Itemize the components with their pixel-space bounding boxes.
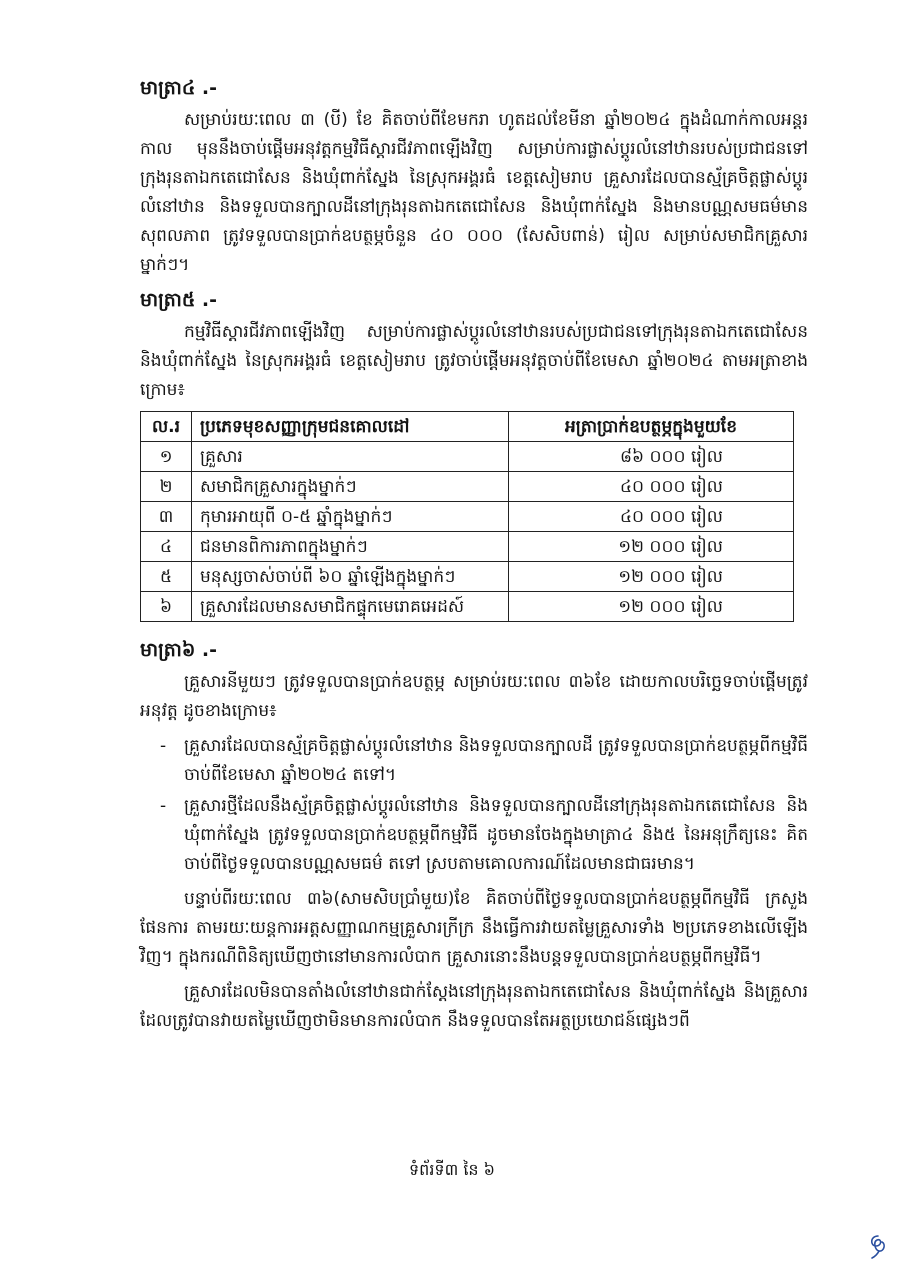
list-item-text: គ្រួសារថ្មីដែលនឹងស្ម័គ្រចិត្តផ្លាស់ប្តូរលំនៅឋាន និងទទួលបានក្បាលដីនៅក្រុងរុនតាឯកតេជោសែន និងឃុំពាក់ស្នែង ត្រូវទទួលបានប្រាក់ឧបត្ថម្ភពីកម្មវិធី ដូចមានចែងក្នុងមាត្រា៤ និង៥ នៃអនុក្រឹត្យនេះ គិតចាប់ពីថ្ងៃទទួលបានបណ្ណសមធម៌ តទៅ ស្របតាមគោលការណ៍ដែលមានជាធរមាន។ <box>184 796 808 874</box>
table-row <box>141 562 794 592</box>
row-monthly-rate: ៨៦ ០០០ រៀល <box>509 442 794 472</box>
table-row <box>141 592 794 622</box>
article-4-body: សម្រាប់រយៈពេល ៣ (បី) ខែ គិតចាប់ពីខែមករា ហូតដល់ខែមីនា ឆ្នាំ២០២៤ ក្នុងដំណាក់កាលអន្តរកាល មុននឹងចាប់ផ្តើមអនុវត្តកម្មវិធីស្តារជីវភាពឡើងវិញ សម្រាប់ការផ្លាស់ប្តូរលំនៅឋានរបស់ប្រជាជនទៅក្រុងរុនតាឯកតេជោសែន និងឃុំពាក់ស្នែង នៃស្រុកអង្គរធំ ខេត្តសៀមរាប គ្រួសារដែលបានស្ម័គ្រចិត្តផ្លាស់ប្តូរលំនៅឋាន និងទទួលបានក្បាលដីនៅក្រុងរុនតាឯកតេជោសែន និងឃុំពាក់ស្នែង និងមានបណ្ណសមធម៌មានសុពលភាព ត្រូវទទួលបានប្រាក់ឧបត្ថម្ភចំនួន ៤០ ០០០ (សែសិបពាន់) រៀល សម្រាប់សមាជិកគ្រួសារម្នាក់ៗ។ <box>140 110 808 275</box>
handwritten-initial-icon <box>866 1232 890 1260</box>
table-row <box>141 502 794 532</box>
row-target-group: សមាជិកគ្រួសារក្នុងម្នាក់ៗ <box>192 472 509 502</box>
row-monthly-rate: ១២ ០០០ រៀល <box>509 532 794 562</box>
column-header-monthly-rate: អត្រាប្រាក់ឧបត្ថម្ភក្នុងមួយខែ <box>509 412 794 442</box>
row-monthly-rate: ៤០ ០០០ រៀល <box>509 502 794 532</box>
allowance-rate-table <box>140 411 794 622</box>
row-monthly-rate: ១២ ០០០ រៀល <box>509 562 794 592</box>
article-5-body: កម្មវិធីស្តារជីវភាពឡើងវិញ សម្រាប់ការផ្លាស់ប្តូរលំនៅឋានរបស់ប្រជាជនទៅក្រុងរុនតាឯកតេជោសែន និងឃុំពាក់ស្នែង នៃស្រុកអង្គរធំ ខេត្តសៀមរាប ត្រូវចាប់ផ្តើមអនុវត្តចាប់ពីខែមេសា ឆ្នាំ២០២៤ តាមអត្រាខាងក្រោម៖ <box>140 322 808 400</box>
page-number-footer: ទំព័រទី៣ នៃ ៦ <box>409 1160 495 1179</box>
row-number: ១ <box>141 442 192 472</box>
row-target-group: គ្រួសារ <box>192 442 509 472</box>
article-6-paragraph-3: គ្រួសារដែលមិនបានតាំងលំនៅឋានជាក់ស្តែងនៅក្រុងរុនតាឯកតេជោសែន និងឃុំពាក់ស្នែង និងគ្រួសារដែលត្រូវបានវាយតម្លៃឃើញថាមិនមានការលំបាក នឹងទទួលបានតែអត្ថប្រយោជន៍ផ្សេងៗពី <box>140 982 808 1031</box>
list-item-text: គ្រួសារដែលបានស្ម័គ្រចិត្តផ្លាស់ប្តូរលំនៅឋាន និងទទួលបានក្បាលដី ត្រូវទទួលបានប្រាក់ឧបត្ថម្ភពីកម្មវិធី ចាប់ពីខែមេសា ឆ្នាំ២០២៤ តទៅ។ <box>184 736 808 785</box>
row-monthly-rate: ១២ ០០០ រៀល <box>509 592 794 622</box>
row-target-group: ជនមានពិការភាពក្នុងម្នាក់ៗ <box>192 532 509 562</box>
column-header-number: ល.រ <box>141 412 192 442</box>
row-number: ៣ <box>141 502 192 532</box>
table-header-row <box>141 412 794 442</box>
dash-bullet-icon: - <box>160 796 167 816</box>
row-number: ៦ <box>141 592 192 622</box>
table-row <box>141 532 794 562</box>
article-4-heading: មាត្រា៤ .- <box>140 77 218 99</box>
row-monthly-rate: ៤០ ០០០ រៀល <box>509 472 794 502</box>
article-6-bullet-list <box>140 732 808 879</box>
row-target-group: មនុស្សចាស់ចាប់ពី ៦០ ឆ្នាំឡើងក្នុងម្នាក់ៗ <box>192 562 509 592</box>
list-item <box>140 792 808 879</box>
article-6-intro: គ្រួសារនីមួយៗ ត្រូវទទួលបានប្រាក់ឧបត្ថម្ភ សម្រាប់រយៈពេល ៣៦ខែ ដោយកាលបរិច្ឆេទចាប់ផ្តើមត្រូវអនុវត្ត ដូចខាងក្រោម៖ <box>140 672 808 721</box>
list-item <box>140 732 808 790</box>
column-header-target-group: ប្រភេទមុខសញ្ញាក្រុមជនគោលដៅ <box>192 412 509 442</box>
row-number: ៤ <box>141 532 192 562</box>
table-row <box>141 442 794 472</box>
row-target-group: គ្រួសារដែលមានសមាជិកផ្ទុកមេរោគអេដស៍ <box>192 592 509 622</box>
row-target-group: កុមារអាយុពី ០-៥ ឆ្នាំក្នុងម្នាក់ៗ <box>192 502 509 532</box>
row-number: ២ <box>141 472 192 502</box>
article-6-paragraph-2: បន្ទាប់ពីរយៈពេល ៣៦(សាមសិបប្រាំមួយ)ខែ គិតចាប់ពីថ្ងៃទទួលបានប្រាក់ឧបត្ថម្ភពីកម្មវិធី ក្រសួងផែនការ តាមរយៈយន្តការអត្តសញ្ញាណកម្មគ្រួសារក្រីក្រ នឹងធ្វើការវាយតម្លៃគ្រួសារទាំង ២ប្រភេទខាងលើឡើងវិញ។ ក្នុងករណីពិនិត្យឃើញថានៅមានការលំបាក គ្រួសារនោះនឹងបន្តទទួលបានប្រាក់ឧបត្ថម្ភពីកម្មវិធី។ <box>140 889 808 967</box>
article-5-heading: មាត្រា៥ .- <box>140 289 218 311</box>
row-number: ៥ <box>141 562 192 592</box>
table-row <box>141 472 794 502</box>
article-6-heading: មាត្រា៦ .- <box>140 639 218 661</box>
dash-bullet-icon: - <box>160 736 167 756</box>
